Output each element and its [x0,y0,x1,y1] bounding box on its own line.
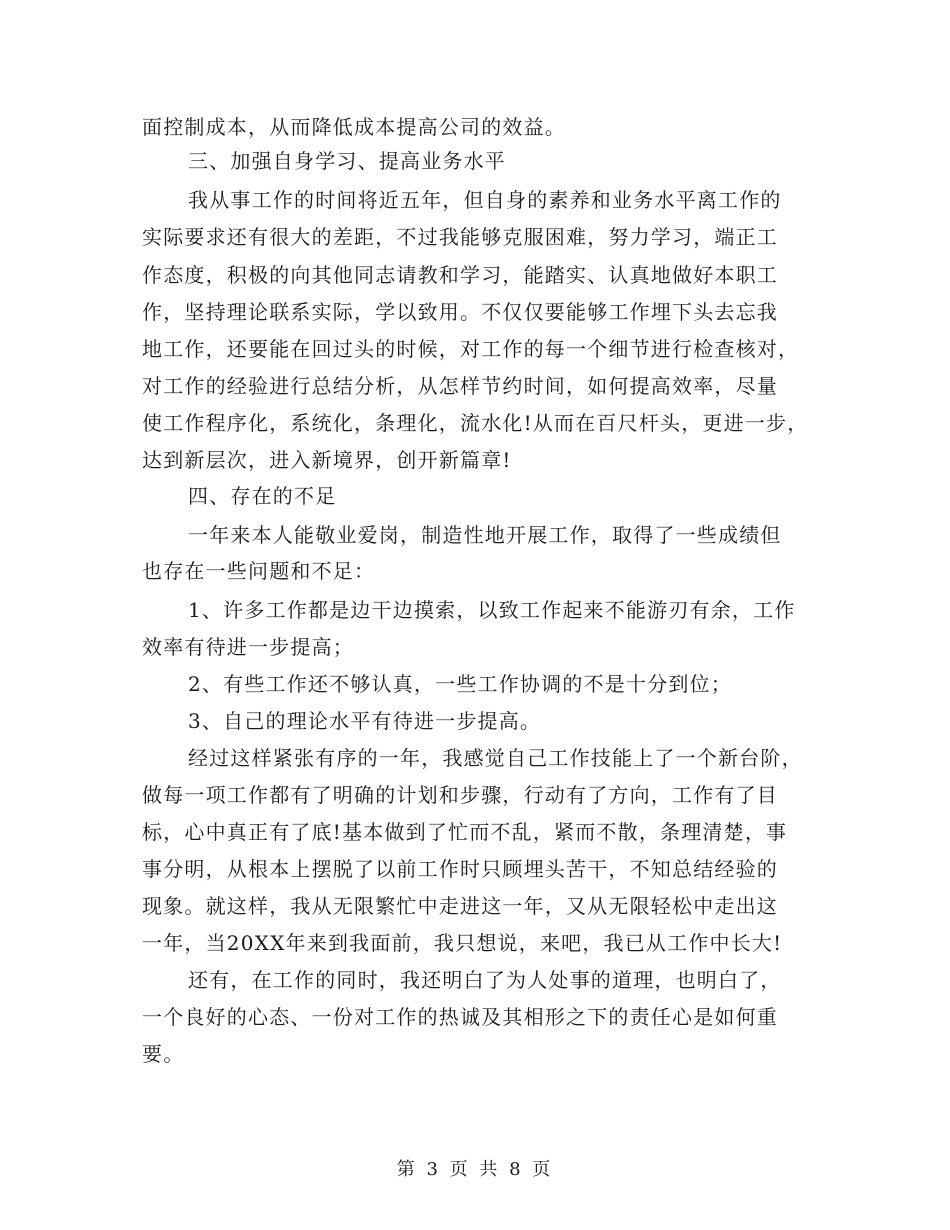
text-line: 我从事工作的时间将近五年，但自身的素养和业务水平离工作的 [188,188,782,212]
text-line: 标，心中真正有了底!基本做到了忙而不乱，紧而不散，条理清楚，事 [142,820,788,844]
text-line: 面控制成本，从而降低成本提高公司的效益。 [142,115,566,139]
text-line: 对工作的经验进行总结分析，从怎样节约时间，如何提高效率，尽量 [142,374,778,398]
text-line: 一年，当20XX年来到我面前，我只想说，来吧，我已从工作中长大! [142,931,783,955]
text-line: 实际要求还有很大的差距，不过我能够克服困难，努力学习，端正工 [142,225,778,249]
text-line: 一年来本人能敬业爱岗，制造性地开展工作，取得了一些成绩但 [188,523,782,547]
text-line: 现象。就这样，我从无限繁忙中走进这一年，又从无限轻松中走出这 [142,894,778,918]
text-line: 达到新层次，进入新境界，创开新篇章! [142,448,512,472]
text-line: 做每一项工作都有了明确的计划和步骤，行动有了方向，工作有了目 [142,783,778,807]
section-heading: 四、存在的不足 [188,484,337,508]
text-line: 事分明，从根本上摆脱了以前工作时只顾埋头苦干，不知总结经验的 [142,857,778,881]
list-item: 2、有些工作还不够认真，一些工作协调的不是十分到位； [188,672,732,696]
section-heading: 三、加强自身学习、提高业务水平 [188,149,506,173]
text-line: 一个良好的心态、一份对工作的热诚及其相形之下的责任心是如何重 [142,1005,778,1029]
text-line: 也存在一些问题和不足： [142,559,376,583]
text-line: 要。 [142,1042,185,1066]
text-line: 作态度，积极的向其他同志请教和学习，能踏实、认真地做好本职工 [142,263,778,287]
text-line: 使工作程序化，系统化，条理化，流水化!从而在百尺杆头，更进一步， [142,411,809,435]
text-line: 地工作，还要能在回过头的时候，对工作的每一个细节进行检查核对， [142,337,800,361]
list-item: 1、许多工作都是边干边摸索，以致工作起来不能游刃有余，工作 [188,598,796,622]
list-item: 3、自己的理论水平有待进一步提高。 [188,709,542,733]
text-line: 效率有待进一步提高； [142,635,354,659]
text-line: 经过这样紧张有序的一年，我感觉自己工作技能上了一个新台阶， [188,746,803,770]
text-line: 作，坚持理论联系实际，学以致用。不仅仅要能够工作埋下头去忘我 [142,300,778,324]
text-line: 还有，在工作的同时，我还明白了为人处事的道理，也明白了， [188,968,782,992]
page-number-footer: 第 3 页 共 8 页 [396,1159,554,1180]
